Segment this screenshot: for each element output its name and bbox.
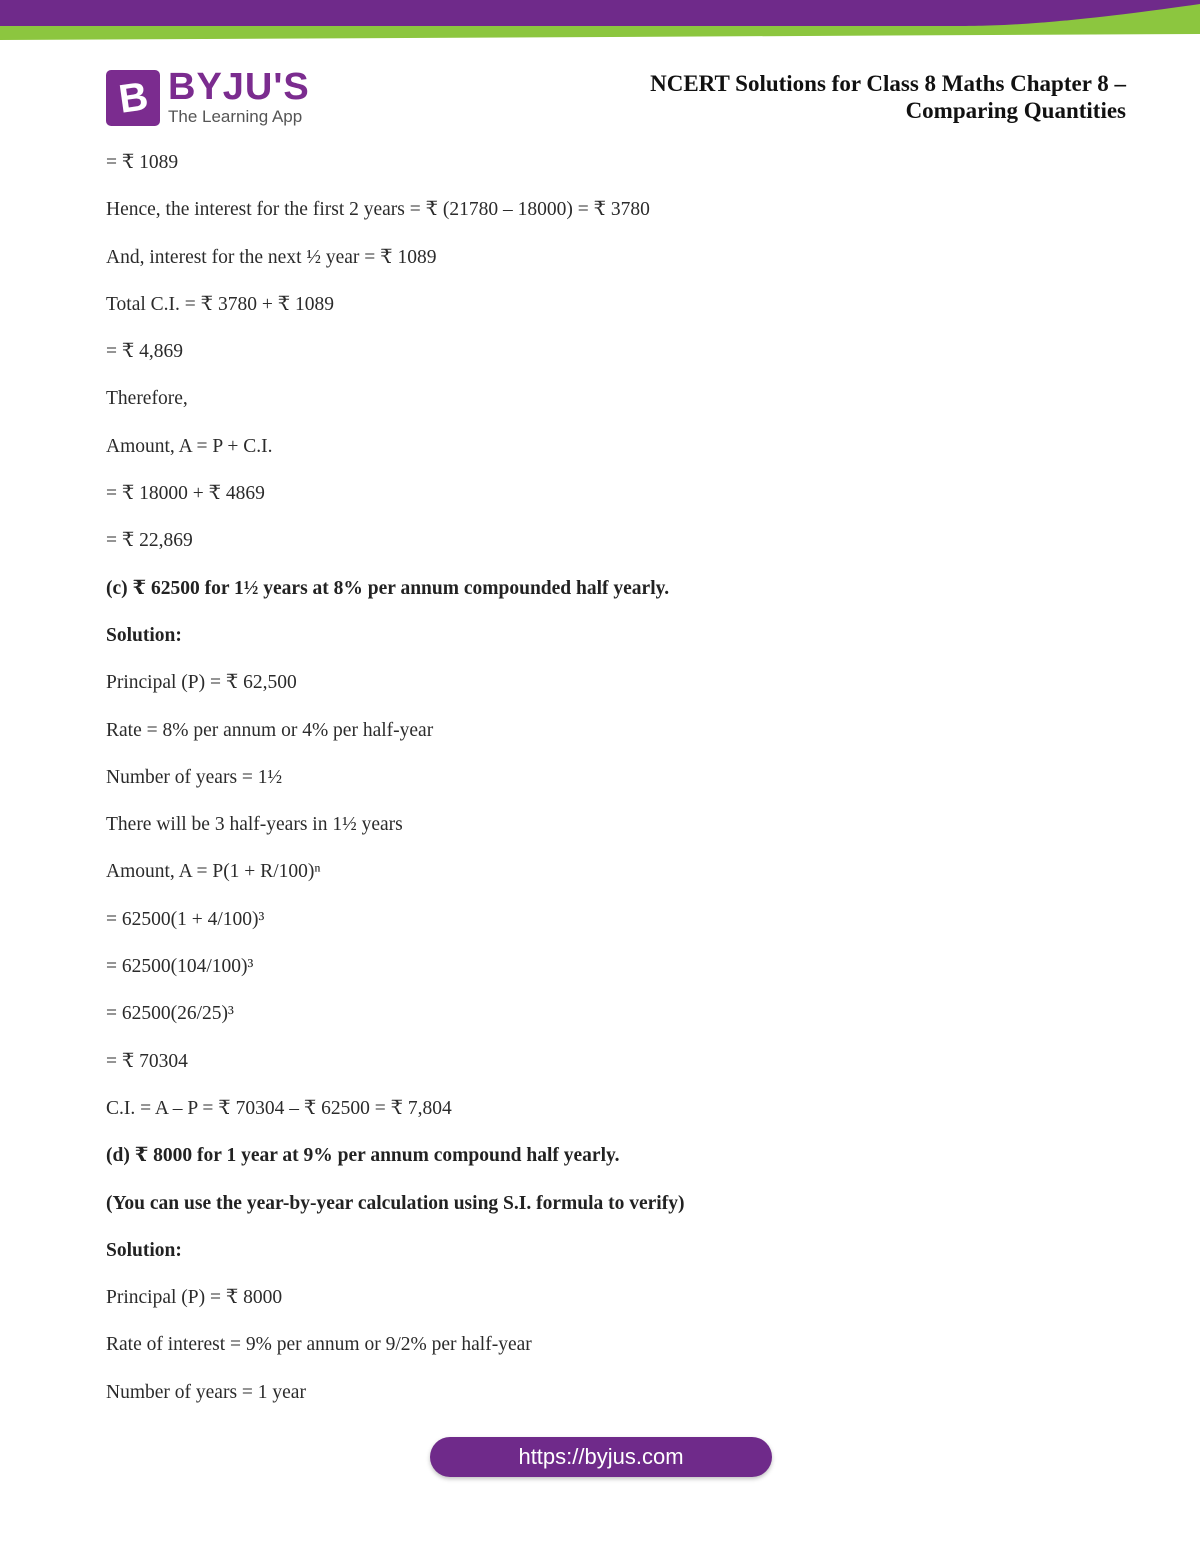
title-line-1: NCERT Solutions for Class 8 Maths Chapter 8 – — [650, 71, 1126, 96]
solution-text-line: Total C.I. = ₹ 3780 + ₹ 1089 — [106, 293, 334, 315]
solution-text-line: = ₹ 70304 — [106, 1050, 188, 1072]
logo-tagline: The Learning App — [168, 107, 303, 126]
top-decorative-band — [0, 0, 1200, 44]
solution-text-line: = ₹ 1089 — [106, 152, 179, 173]
question-heading-line: (d) ₹ 8000 for 1 year at 9% per annum compound half yearly. — [106, 1145, 620, 1167]
solution-text-line: = ₹ 22,869 — [106, 530, 193, 552]
solution-text-line: Rate = 8% per annum or 4% per half-year — [106, 719, 434, 741]
logo-badge — [106, 70, 160, 126]
document-title — [566, 70, 1126, 124]
solution-text-line: Number of years = 1 year — [106, 1381, 306, 1403]
solution-text-line: Amount, A = P(1 + R/100)ⁿ — [106, 861, 321, 883]
footer-url-link[interactable]: https://byjus.com — [518, 1444, 684, 1469]
question-heading-line: (You can use the year-by-year calculation using S.I. formula to verify) — [106, 1192, 685, 1214]
solution-text-line: Principal (P) = ₹ 8000 — [106, 1287, 283, 1309]
solution-text-line: Rate of interest = 9% per annum or 9/2% per half-year — [106, 1334, 532, 1356]
solution-text-line: = 62500(1 + 4/100)³ — [106, 908, 265, 930]
solution-text-line: Amount, A = P + C.I. — [106, 435, 273, 457]
logo-name: BYJU'S — [168, 66, 310, 108]
question-heading-line: Solution: — [106, 624, 182, 646]
title-line-2: Comparing Quantities — [905, 98, 1126, 123]
solution-text-line: Hence, the interest for the first 2 years = ₹ (21780 – 18000) = ₹ 3780 — [106, 199, 650, 221]
solution-text-line: = ₹ 4,869 — [106, 341, 184, 363]
question-heading-line: Solution: — [106, 1239, 182, 1261]
solution-content — [106, 148, 1006, 1425]
footer-url-button[interactable] — [430, 1437, 772, 1477]
question-heading-line: (c) ₹ 62500 for 1½ years at 8% per annum compounded half yearly. — [106, 577, 670, 599]
solution-text-line: = ₹ 18000 + ₹ 4869 — [106, 483, 265, 505]
solution-text-line: There will be 3 half-years in 1½ years — [106, 814, 403, 836]
solution-text-line: = 62500(104/100)³ — [106, 956, 254, 978]
solution-text-line: C.I. = A – P = ₹ 70304 – ₹ 62500 = ₹ 7,804 — [106, 1097, 452, 1119]
solution-text-line: And, interest for the next ½ year = ₹ 1089 — [106, 246, 437, 268]
byjus-logo — [106, 68, 316, 130]
solution-text-line: Number of years = 1½ — [106, 766, 283, 788]
logo-letter: B — [115, 74, 151, 122]
solution-text-line: Principal (P) = ₹ 62,500 — [106, 672, 297, 694]
solution-text-line: = 62500(26/25)³ — [106, 1003, 234, 1025]
solution-text-line: Therefore, — [106, 388, 188, 410]
